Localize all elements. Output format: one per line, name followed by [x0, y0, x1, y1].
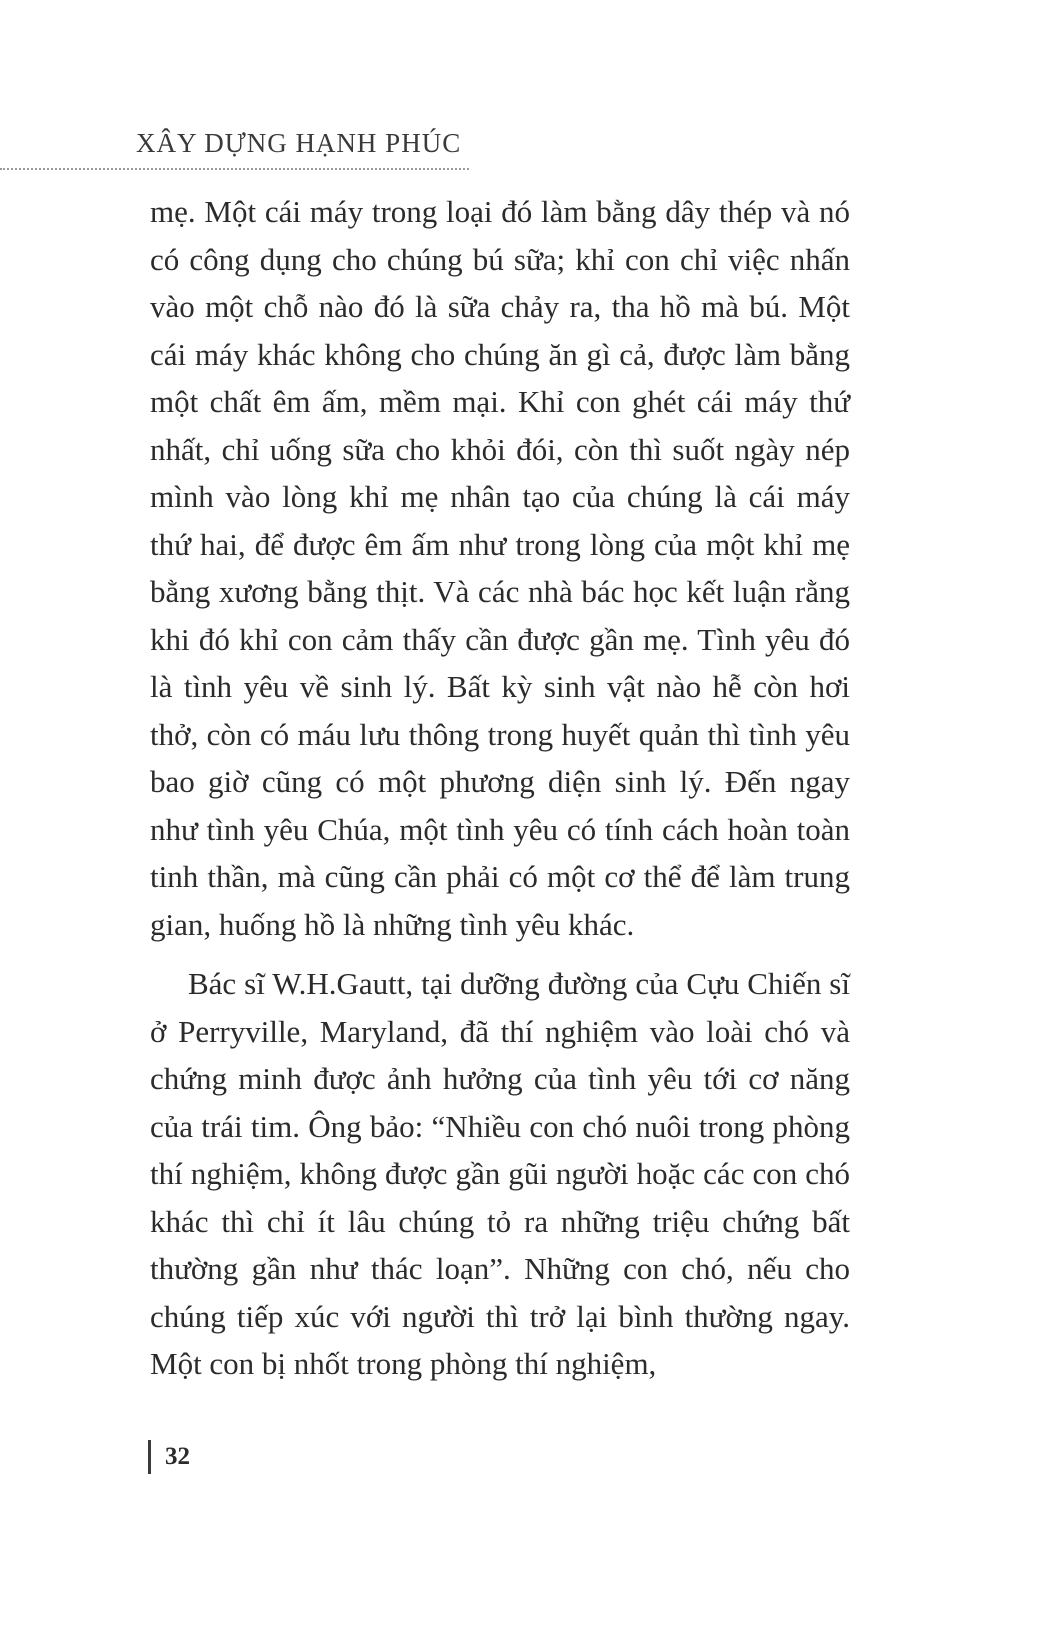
body-text — [150, 188, 850, 1388]
page-number: 32 — [165, 1443, 190, 1470]
running-header: XÂY DỰNG HẠNH PHÚC — [136, 128, 462, 158]
header-dotted-rule — [0, 168, 469, 170]
page-folio — [148, 1440, 190, 1474]
folio-bar — [148, 1440, 151, 1474]
paragraph: mẹ. Một cái máy trong loại đó làm bằng dây thép và nó có công dụng cho chúng bú sữa; khỉ con chỉ việc nhấn vào một chỗ nào đó là sữa chảy ra, tha hồ mà bú. Một cái máy khác không cho chúng ăn gì cả, được làm bằng một chất êm ấm, mềm mại. Khỉ con ghét cái máy thứ nhất, chỉ uống sữa cho khỏi đói, còn thì suốt ngày nép mình vào lòng khỉ mẹ nhân tạo của chúng là cái máy thứ hai, để được êm ấm như trong lòng của một khỉ mẹ bằng xương bằng thịt. Và các nhà bác học kết luận rằng khi đó khỉ con cảm thấy cần được gần mẹ. Tình yêu đó là tình yêu về sinh lý. Bất kỳ sinh vật nào hễ còn hơi thở, còn có máu lưu thông trong huyết quản thì tình yêu bao giờ cũng có một phương diện sinh lý. Đến ngay như tình yêu Chúa, một tình yêu có tính cách hoàn toàn tinh thần, mà cũng cần phải có một cơ thể để làm trung gian, huống hồ là những tình yêu khác. — [150, 194, 850, 942]
paragraph: Bác sĩ W.H.Gautt, tại dưỡng đường của Cựu Chiến sĩ ở Perryville, Maryland, đã thí nghiệm vào loài chó và chứng minh được ảnh hưởng của tình yêu tới cơ năng của trái tim. Ông bảo: “Nhiều con chó nuôi trong phòng thí nghiệm, không được gần gũi người hoặc các con chó khác thì chỉ ít lâu chúng tỏ ra những triệu chứng bất thường gần như thác loạn”. Những con chó, nếu cho chúng tiếp xúc với người thì trở lại bình thường ngay. Một con bị nhốt trong phòng thí nghiệm, — [150, 966, 850, 1381]
